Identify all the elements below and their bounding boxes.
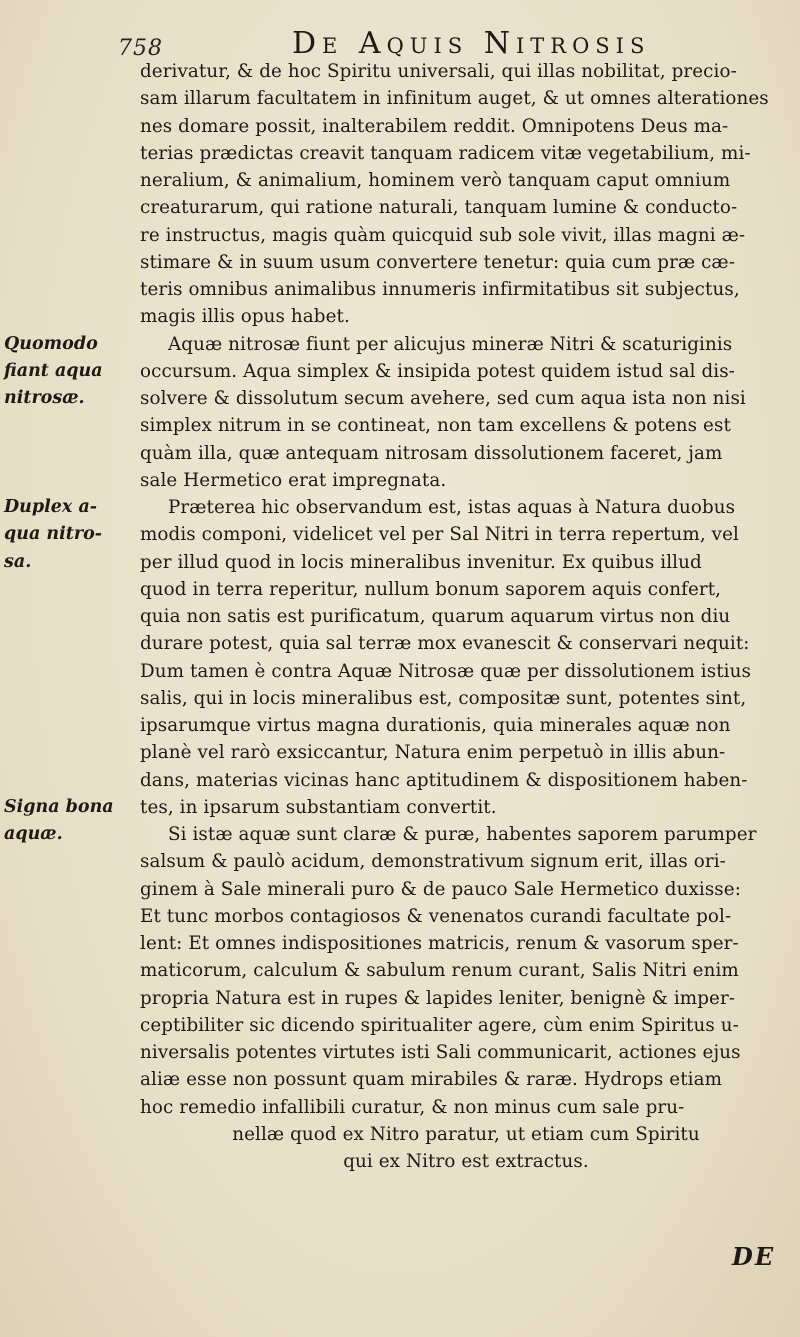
text-line: sam illarum facultatem in infinitum auget, & ut omnes alterationes [140, 88, 769, 110]
text-line: propria Natura est in rupes & lapides leniter, benignè & imper- [140, 987, 736, 1009]
text-line: quia non satis est purificatum, quarum aquarum virtus non diu [140, 606, 731, 627]
text-line: simplex nitrum in se contineat, non tam excellens & potens est [140, 415, 731, 437]
text-line: terias prædictas creavit tanquam radicem vitæ vegetabilium, mi- [140, 142, 751, 164]
margin-note: Duplex a- [4, 497, 98, 517]
body-text [140, 58, 792, 1175]
page-header [0, 22, 800, 62]
margin-note: Quomodo [4, 333, 98, 354]
text-line: solvere & dissolutum secum avehere, sed cum aqua ista non nisi [140, 388, 746, 409]
paragraph-start: Aquæ nitrosæ fiunt per alicujus mineræ Nitri & scaturiginis [168, 333, 733, 355]
margin-note: fiant aqua [4, 360, 103, 381]
text-line: durare potest, quia sal terræ mox evanescit & conservari nequit: [140, 633, 750, 655]
text-line: creaturarum, qui ratione naturali, tanquam lumine & conducto- [140, 197, 738, 219]
text-line: Et tunc morbos contagiosos & venenatos curandi facultate pol- [140, 905, 732, 927]
text-line: hoc remedio infallibili curatur, & non minus cum sale pru- [140, 1096, 685, 1118]
text-line: occursum. Aqua simplex & insipida potest quidem istud sal dis- [140, 360, 735, 382]
text-line: maticorum, calculum & sabulum renum curant, Salis Nitri enim [140, 960, 739, 982]
paragraph-start: Si istæ aquæ sunt claræ & puræ, habentes saporem parumper [168, 824, 757, 845]
text-line: re instructus, magis quàm quicquid sub sole vivit, illas magni æ- [140, 224, 746, 246]
text-line: tes, in ipsarum substantiam convertit. [140, 796, 497, 818]
text-line: salis, qui in locis mineralibus est, compositæ sunt, potentes sint, [140, 687, 747, 709]
text-line: derivatur, & de hoc Spiritu universali, qui illas nobilitat, precio- [140, 61, 737, 82]
text-line: ginem à Sale minerali puro & de pauco Sale Hermetico duxisse: [140, 878, 741, 900]
running-head: De Aquis Nitrosis [292, 26, 651, 61]
text-line: Dum tamen è contra Aquæ Nitrosæ quæ per dissolutionem istius [140, 660, 751, 682]
text-line-last: qui ex Nitro est extractus. [343, 1151, 589, 1172]
text-line: nellæ quod ex Nitro paratur, ut etiam cum Spiritu [232, 1123, 700, 1145]
text-line: salsum & paulò acidum, demonstrativum signum erit, illas ori- [140, 851, 726, 873]
margin-note: nitrosæ. [4, 388, 85, 408]
text-line: planè vel rarò exsiccantur, Natura enim perpetuò in illis abun- [140, 742, 726, 764]
text-line: aliæ esse non possunt quam mirabiles & raræ. Hydrops etiam [140, 1069, 723, 1091]
text-line: niversalis potentes virtutes isti Sali communicarit, actiones ejus [140, 1042, 741, 1063]
text-line: stimare & in suum usum convertere tenetur: quia cum præ cæ- [140, 251, 735, 273]
margin-note: qua nitro- [4, 524, 103, 545]
text-line: dans, materias vicinas hanc aptitudinem & dispositionem haben- [140, 769, 748, 791]
text-line: per illud quod in locis mineralibus invenitur. Ex quibus illud [140, 551, 702, 573]
text-line: modis componi, videlicet vel per Sal Nitri in terra repertum, vel [140, 524, 739, 546]
margin-note: sa. [4, 551, 32, 572]
text-line: sale Hermetico erat impregnata. [140, 469, 447, 491]
margin-note: Signa bona [4, 796, 114, 817]
text-line: ceptibiliter sic dicendo spiritualiter agere, cùm enim Spiritus u- [140, 1014, 739, 1036]
paragraph-start: Præterea hic observandum est, istas aquas à Natura duobus [168, 497, 736, 518]
margin-note: aquæ. [4, 824, 63, 844]
text-line: teris omnibus animalibus innumeris infirmitatibus sit subjectus, [140, 279, 740, 300]
text-line: magis illis opus habet. [140, 306, 350, 328]
text-line: nes domare possit, inalterabilem reddit. Omnipotens Deus ma- [140, 115, 729, 137]
text-line: lent: Et omnes indispositiones matricis, renum & vasorum sper- [140, 933, 739, 954]
text-line: neralium, & animalium, hominem verò tanquam caput omnium [140, 170, 731, 191]
catchword: DE [732, 1242, 776, 1271]
text-line: quàm illa, quæ antequam nitrosam dissolutionem faceret, jam [140, 442, 723, 464]
page-number: 758 [118, 36, 163, 61]
text-line: quod in terra reperitur, nullum bonum saporem aquis confert, [140, 578, 722, 600]
text-line: ipsarumque virtus magna durationis, quia minerales aquæ non [140, 715, 731, 736]
